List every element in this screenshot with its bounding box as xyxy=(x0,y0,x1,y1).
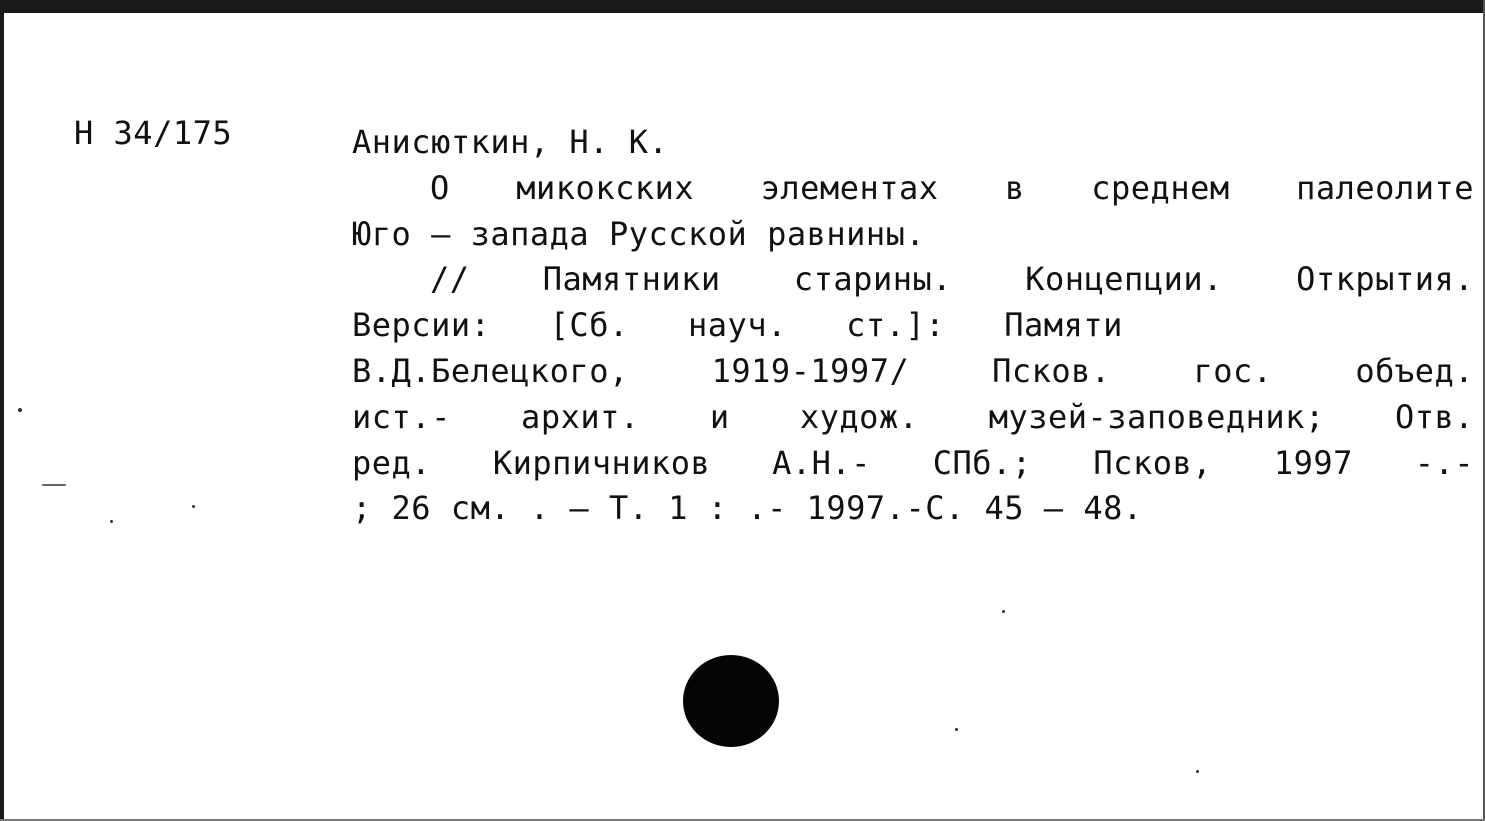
bibliographic-entry xyxy=(352,120,1474,532)
source-line-6: ; 26 см. . – Т. 1 : .- 1997.-С. 45 – 48. xyxy=(352,489,1143,528)
dust-speck xyxy=(1002,610,1005,613)
punch-hole xyxy=(683,655,779,747)
card-top-border xyxy=(0,0,1485,13)
source-line-3: В.Д.Белецкого, 1919-1997/ Псков. гос. объед. xyxy=(352,351,1474,390)
title-line-1: О микокских элементах в среднем палеолите xyxy=(430,168,1474,207)
dust-speck xyxy=(110,520,113,523)
source-line-1: // Памятники старины. Концепции. Открытия. xyxy=(430,260,1474,299)
source-line-5: ред. Кирпичников А.Н.- СПб.; Псков, 1997 -.- xyxy=(352,443,1474,482)
dust-speck xyxy=(955,728,958,731)
call-number: Н 34/175 xyxy=(74,114,233,152)
card-left-border xyxy=(0,0,4,821)
dust-speck xyxy=(192,505,195,508)
dust-speck xyxy=(42,484,66,486)
title-line-2: Юго – запада Русской равнины. xyxy=(352,214,926,253)
dust-speck xyxy=(18,408,22,412)
source-line-2-text: Версии: [Сб. науч. ст.]: Памяти xyxy=(352,306,1123,345)
author-line: Анисюткин, Н. К. xyxy=(352,123,669,161)
source-line-2 xyxy=(352,303,1320,349)
source-line-4: ист.- архит. и худож. музей-заповедник; Отв. xyxy=(352,397,1474,436)
dust-speck xyxy=(1196,770,1199,773)
